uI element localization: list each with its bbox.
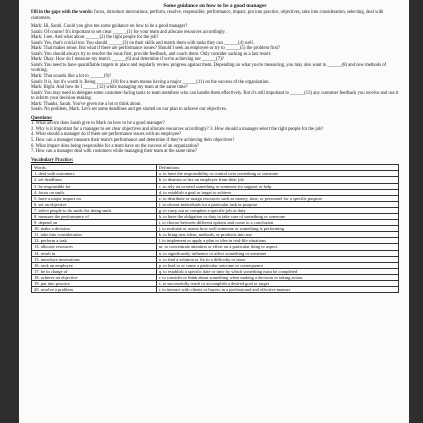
definition-cell: k. to bring new ideas, methods, or products into use [156,232,398,238]
word-cell: 1. deal with customers [32,171,157,177]
page-title: Some guidance on how to be a good manager [163,3,267,9]
word-cell: 4. focus on smth. [32,189,157,195]
dialogue-line: Mark: That sounds like a lot to ______(9)! [31,74,111,80]
definition-cell: a. to have the responsibility or control over something or someone [156,171,398,177]
definition-cell: t. to interact with clients or buyers in a professional and effective manner [156,287,398,293]
definition-cell: l. to implement or apply a plan or idea in real-life situations [156,238,398,244]
word-cell: 17. be in charge of [32,268,157,274]
dialogue-line: Mark: Hi, Sarah. Could you give me some guidance on how to be a good manager? [31,24,188,30]
word-cell: 19. put into practice [32,281,157,287]
words-column-header: Words: [32,165,157,171]
question-item: 4. What should a manager do if there are performance issues with an employee? [31,132,182,138]
word-cell: 10. make a decision [32,226,157,232]
dialogue-line: Sarah: You need to have quantifiable targets in place and regularly review progress against them. Depending on what you're measuring, you may also want to ______(8) and new methods of working. [31,62,387,74]
definition-cell: m. to concentrate attention or effort on a particular thing or aspect [156,244,398,250]
definition-cell: o. to find a solution or fix to a difficulty or issue [156,256,398,262]
word-cell: 3. be responsible for [32,183,157,189]
word-cell: 18. achieve an objective [32,274,157,280]
definition-cell: q. to establish a specific date or time by which something must be completed [156,268,398,274]
dialogue-line: Sarah: You may need to delegate some customer-facing tasks to team members who can handle them effectively. But it's still important to ______(13) any customer feedback you receive and use it to inform your decision-making. [31,90,399,102]
instructions [31,10,399,21]
word-cell: 6. set an objective [32,201,157,207]
word-cell: 13. allocate resources [32,244,157,250]
definition-cell: s. to successfully reach or accomplish a desired goal or target [156,281,398,287]
question-item: 2. Why is it important for a manager to set clear objectives and allocate resources accordingly? 3. How should a manager select the right people for the job? [31,126,324,132]
dialogue-line: Sarah: Of course! It's important to set clear ______(1) for your team and allocate resources accordingly. [31,29,226,35]
question-item: 1. What advice does Sarah give to Mark on how to be a good manager? [31,121,165,127]
definition-cell: d. to establish a goal or target to achieve [156,189,398,195]
dialogue-line: Mark: I see. And what about ______(2) the right people for the job? [31,35,159,41]
question-item: 6. What impact does being responsible for a team have on the success of an organization? [31,143,200,149]
word-cell: 7. select people to do smth./for doing smth. [32,207,157,213]
word-cell: 9. depend on [32,220,157,226]
word-cell: 12. perform a task [32,238,157,244]
dialogue-line: Mark: Thanks, Sarah. You've given me a lot to think about. [31,101,142,107]
dialogue-line: Mark: That makes sense. But what if there are performance issues? Should I seek an employee or try to ______(5) the problem first? [31,46,280,52]
instructions-text: focus, introduce innovations, perform, resolve, responsible, performance, impact, put into practice, objectives, take into consideration, selecting, deal with customers. [31,10,384,21]
dialogue-line: Sarah: It is, but it's worth it. Being ______(10) for a team means having a major ______(11) on the success of the organization. [31,79,270,85]
definitions-column-header: Definitions: [156,165,398,171]
word-cell: 2. set deadlines [32,177,157,183]
questions-list [31,121,399,154]
word-cell: 16. sack an employee [32,262,157,268]
dialogue [31,24,399,113]
table-row [32,287,399,293]
definition-cell: h. to have the obligation or duty to take care of something or someone [156,213,398,219]
question-item: 7. How can a manager deal with customers while managing their team at the same time? [31,149,197,155]
vocabulary-table [31,164,399,293]
dialogue-line: Sarah: You should always try to resolve the issue first, provide feedback, and coach them. Only consider sacking as a last resort. [31,51,272,57]
definition-cell: p. to lead to or cause a particular outcome or consequence [156,262,398,268]
dialogue-line: Sarah: No problem, Mark. Let's set some deadlines and get started on our plan to achieve our objectives. [31,107,227,113]
definition-cell: e. to distribute or assign resources such as money, time, or personnel for a specific purpose [156,195,398,201]
word-cell: 15. introduce innovations [32,256,157,262]
definition-cell: i. to choose between different options and come to a conclusion [156,220,398,226]
definition-cell: f. to choose individuals for a particular task or purpose [156,201,398,207]
definition-cell: g. to carry out or complete a specific job or duty [156,207,398,213]
definition-cell: j. to evaluate or assess how well someone or something is performing [156,226,398,232]
questions-heading: Questions: [31,115,53,121]
definition-cell: c. to rely on or need something or someone for support or help [156,183,398,189]
vocabulary-rows [32,171,399,293]
worksheet-page [19,0,409,423]
instructions-label: Fill in the gaps with the words: [31,10,93,15]
word-cell: 20. resolve a problem [32,287,157,293]
definition-cell: r. to consider or think about something when making a decision or taking action [156,274,398,280]
dialogue-line: Mark: Right. And how do I ______(12) while managing my team at the same time? [31,85,188,91]
dialogue-line: Mark: Okay. How do I measure my team's ______(6) and determine if we're achieving our ______(7)? [31,57,224,63]
definition-cell: b. to dismiss or fire an employee from their job [156,177,398,183]
word-cell: 14. result in [32,250,157,256]
word-cell: 5. have a major impact on [32,195,157,201]
word-cell: 8. measure the performance of [32,213,157,219]
word-cell: 11. take into consideration [32,232,157,238]
vocabulary-heading: Vocabulary Practice: [31,157,74,163]
question-item: 5. How can a manager measure their team's performance and determine if they're achieving their objectives? [31,138,235,144]
definition-cell: n. to significantly influence or affect something or someone [156,250,398,256]
dialogue-line: Sarah: Yes, that's crucial too. You should ______(3) on their skills and match them with tasks they can ______(4) well. [31,40,254,46]
